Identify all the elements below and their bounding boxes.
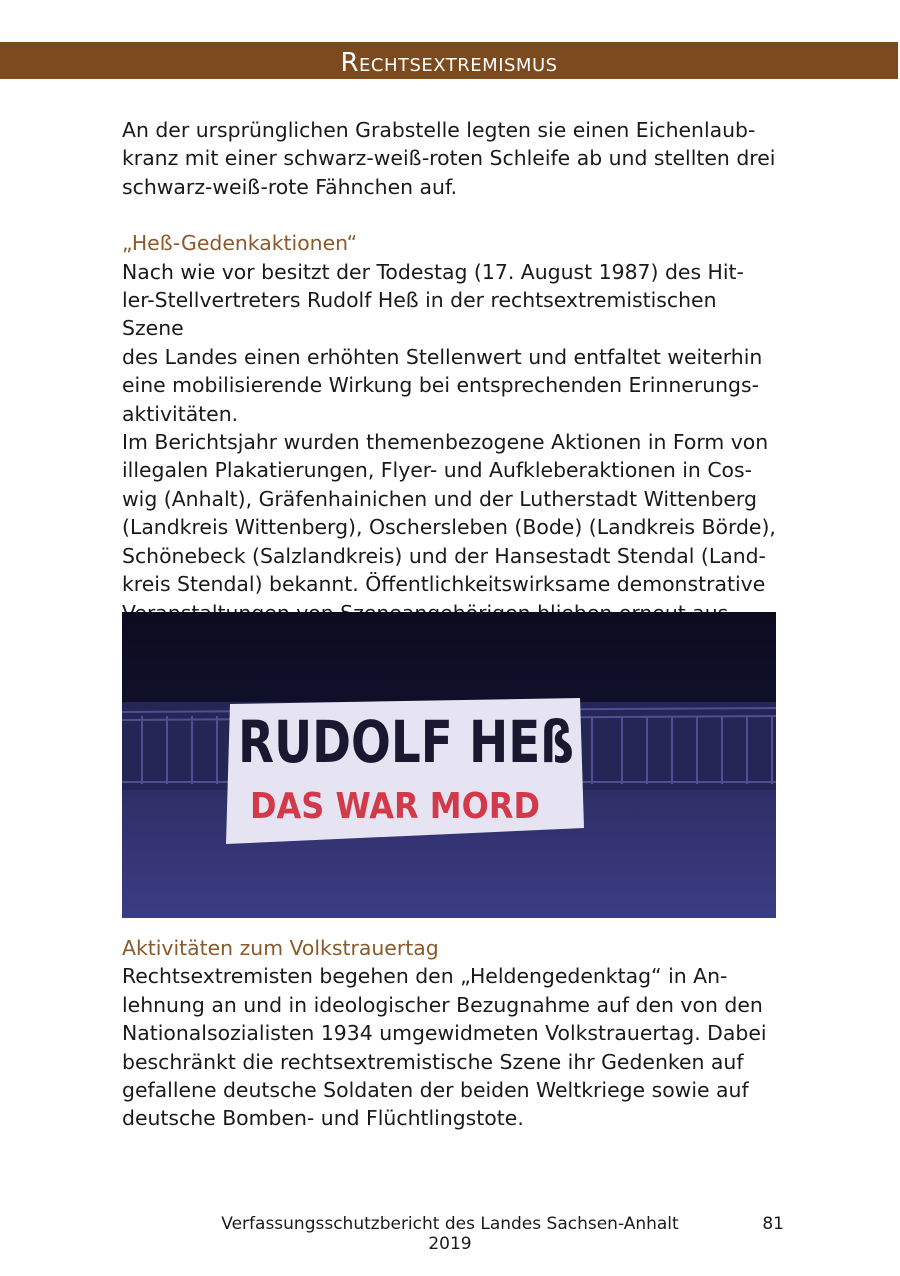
text-line: eine mobilisierende Wirkung bei entsprechenden Erinnerungs- xyxy=(122,373,759,398)
text-line: Nach wie vor besitzt der Todestag (17. August 1987) des Hit- xyxy=(122,259,744,284)
section-heading-volkstrauertag: Aktivitäten zum Volkstrauertag xyxy=(122,936,439,960)
text-line: gefallene deutsche Soldaten der beiden Weltkriege sowie auf xyxy=(122,1078,749,1103)
text-line: Im Berichtsjahr wurden themenbezogene Aktionen in Form von xyxy=(122,430,769,455)
text-line: Rechtsextremisten begehen den „Heldengedenktag“ in An- xyxy=(122,964,728,989)
text-line: kreis Stendal) bekannt. Öffentlichkeitswirksame demonstrative xyxy=(122,572,766,597)
text-line: (Landkreis Wittenberg), Oschersleben (Bode) (Landkreis Börde), xyxy=(122,515,776,540)
text-line: wig (Anhalt), Gräfenhainichen und der Lutherstadt Wittenberg xyxy=(122,486,757,511)
text-line: Nationalsozialisten 1934 umgewidmeten Volkstrauertag. Dabei xyxy=(122,1021,767,1046)
intro-paragraph xyxy=(122,116,782,201)
text-line: des Landes einen erhöhten Stellenwert und entfaltet weiterhin xyxy=(122,344,763,369)
banner-text-line2: DAS WAR MORD xyxy=(250,786,540,827)
text-line: Schönebeck (Salzlandkreis) und der Hansestadt Stendal (Land- xyxy=(122,543,766,568)
banner-text-line1: RUDOLF HEß xyxy=(238,708,574,776)
text-line: schwarz-weiß-rote Fähnchen auf. xyxy=(122,174,458,199)
banner-photo xyxy=(122,612,776,918)
text-line: kranz mit einer schwarz-weiß-roten Schleife ab und stellten drei xyxy=(122,146,776,171)
text-line: ler-Stellvertreters Rudolf Heß in der rechtsextremistischen Szene xyxy=(122,288,717,341)
text-line: deutsche Bomben- und Flüchtlingstote. xyxy=(122,1106,524,1131)
volkstrauertag-section xyxy=(122,934,782,1133)
text-line: An der ursprünglichen Grabstelle legten sie einen Eichenlaub- xyxy=(122,118,756,142)
main-text xyxy=(122,116,782,627)
text-line: illegalen Plakatierungen, Flyer- und Aufkleberaktionen in Cos- xyxy=(122,458,753,483)
section-heading-hess: „Heß-Gedenkaktionen“ xyxy=(122,231,358,256)
hess-paragraph xyxy=(122,258,782,627)
text-line: aktivitäten. xyxy=(122,401,239,426)
text-line: lehnung an und in ideologischer Bezugnahme auf den von den xyxy=(122,992,763,1017)
page-title: Rechtsextremismus xyxy=(340,48,558,78)
text-line: beschränkt die rechtsextremistische Szene ihr Gedenken auf xyxy=(122,1049,744,1074)
footer-publication-title: Verfassungsschutzbericht des Landes Sachsen-Anhalt 2019 xyxy=(221,1214,679,1254)
page-number: 81 xyxy=(762,1214,784,1234)
header-bar xyxy=(0,42,898,79)
